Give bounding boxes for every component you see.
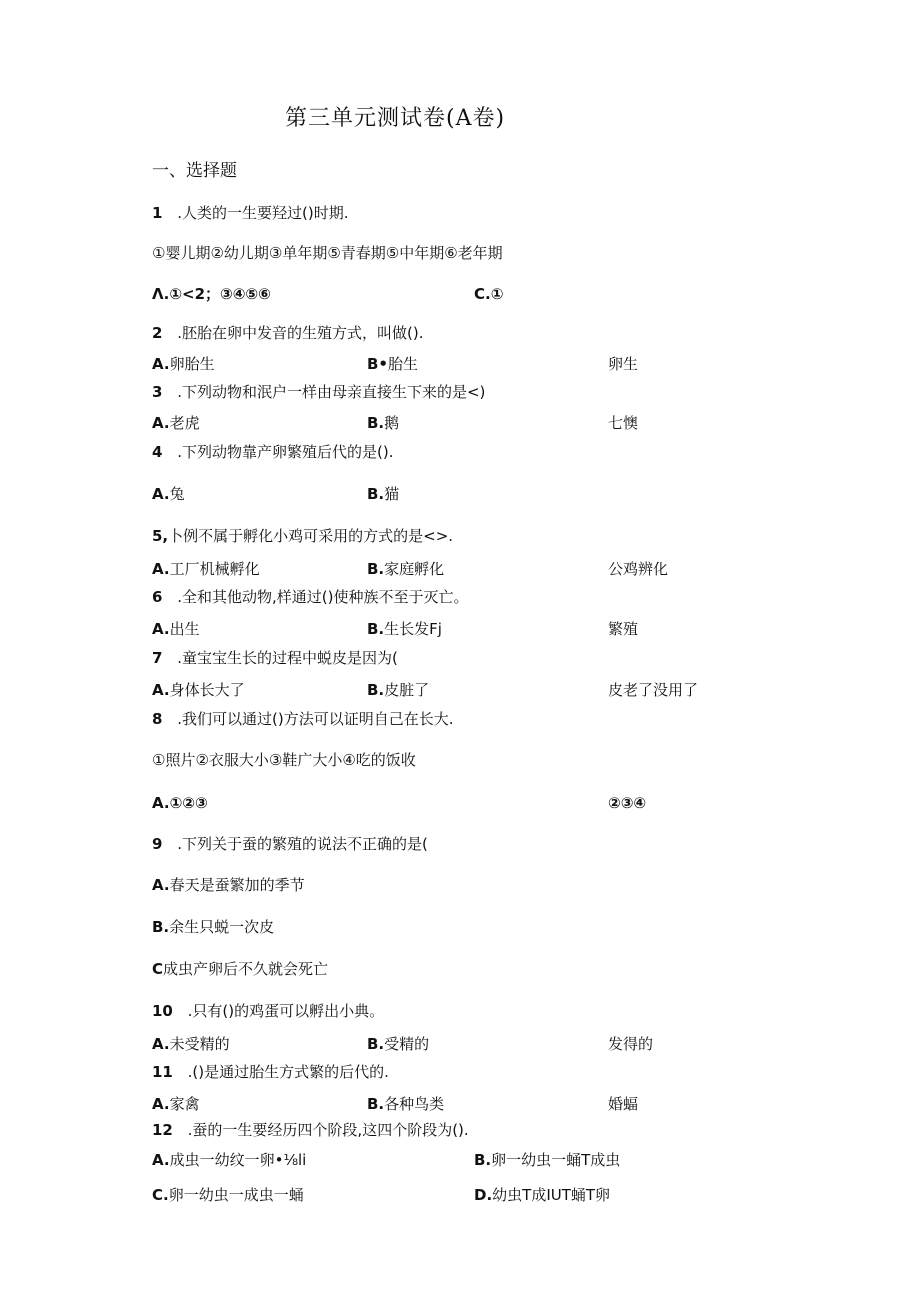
section-heading: 一、选择题 bbox=[152, 161, 237, 181]
question-4 bbox=[152, 443, 393, 461]
question-number: 11 bbox=[152, 1063, 173, 1081]
question-text: .全和其他动物,样通过()使种族不至于灭亡。 bbox=[177, 588, 469, 606]
option: B.各种鸟类 bbox=[367, 1095, 445, 1113]
question-text: .下列关于蚕的繁殖的说法不正确的是( bbox=[177, 835, 428, 853]
question-8 bbox=[152, 710, 453, 728]
question-text: .我们可以通过()方法可以证明自己在长大. bbox=[177, 710, 454, 728]
option: B.鹅 bbox=[367, 414, 400, 432]
option: A.老虎 bbox=[152, 414, 200, 432]
question-6 bbox=[152, 588, 468, 606]
question-number: 9 bbox=[152, 835, 163, 853]
question-number: 2 bbox=[152, 324, 163, 342]
question-7 bbox=[152, 649, 398, 667]
question-10 bbox=[152, 1002, 384, 1020]
question-number: 4 bbox=[152, 443, 163, 461]
option: 发得的 bbox=[608, 1035, 654, 1053]
option: B.家庭孵化 bbox=[367, 560, 445, 578]
option: 皮老了没用了 bbox=[608, 681, 699, 699]
option: ②③④ bbox=[608, 794, 647, 812]
question-text: .蚕的一生要经历四个阶段,这四个阶段为(). bbox=[187, 1121, 469, 1139]
question-number: 3 bbox=[152, 383, 163, 401]
question-number: 6 bbox=[152, 588, 163, 606]
option: A.①②③ bbox=[152, 794, 208, 812]
question-text: .下列动物靠产卵繁殖后代的是(). bbox=[177, 443, 394, 461]
question-text: .下列动物和泯户一样由母亲直接生下来的是<) bbox=[177, 383, 486, 401]
question-number: 10 bbox=[152, 1002, 173, 1020]
question-text: .人类的一生要羟过()时期. bbox=[177, 204, 349, 222]
option: B.余生只蜕一次皮 bbox=[152, 918, 275, 936]
option: A.工厂机械孵化 bbox=[152, 560, 260, 578]
option: D.幼虫T成IUT蛹T卵 bbox=[474, 1186, 611, 1204]
option: A.兔 bbox=[152, 485, 185, 503]
option: C成虫产卵后不久就会死亡 bbox=[152, 960, 329, 978]
option: 卵生 bbox=[608, 355, 639, 373]
question-text: .只有()的鸡蛋可以孵出小典。 bbox=[187, 1002, 385, 1020]
question-text: 卜例不属于孵化小鸡可采用的方式的是<>. bbox=[168, 527, 454, 545]
option: A.身体长大了 bbox=[152, 681, 245, 699]
question-2 bbox=[152, 324, 423, 342]
option: A.家禽 bbox=[152, 1095, 200, 1113]
question-9 bbox=[152, 835, 428, 853]
option: Λ.①<2；③④⑤⑥ bbox=[152, 285, 271, 303]
option: A.卵胎生 bbox=[152, 355, 215, 373]
question-text: .()是通过胎生方式繁的后代的. bbox=[187, 1063, 389, 1081]
question-1-items: ①婴儿期②幼儿期③单年期⑤青春期⑤中年期⑥老年期 bbox=[152, 244, 503, 262]
question-text: .童宝宝生长的过程中蜕皮是因为( bbox=[177, 649, 398, 667]
option: C.卵一幼虫一成虫一蛹 bbox=[152, 1186, 304, 1204]
option: A.未受精的 bbox=[152, 1035, 230, 1053]
question-number: 12 bbox=[152, 1121, 173, 1139]
option: 公鸡辨化 bbox=[608, 560, 669, 578]
question-12 bbox=[152, 1121, 469, 1139]
question-3 bbox=[152, 383, 485, 401]
option: 繁殖 bbox=[608, 620, 639, 638]
option: A.春天是蚕繁加的季节 bbox=[152, 876, 305, 894]
option: B•胎生 bbox=[367, 355, 419, 373]
question-text: .胚胎在卵中发音的生殖方式，叫做(). bbox=[177, 324, 424, 342]
option: B.皮脏了 bbox=[367, 681, 430, 699]
question-8-items: ①照片②衣服大小③鞋广大小④吃的饭收 bbox=[152, 751, 416, 769]
option: C.① bbox=[474, 285, 504, 303]
option: A.成虫一幼纹一卵•⅛li bbox=[152, 1151, 307, 1169]
question-number: 1 bbox=[152, 204, 163, 222]
question-5 bbox=[152, 527, 453, 545]
question-number: 8 bbox=[152, 710, 163, 728]
page-title: 第三单元测试卷(A卷) bbox=[285, 106, 506, 131]
question-11 bbox=[152, 1063, 389, 1081]
option: 婚蝠 bbox=[608, 1095, 639, 1113]
option: B.受精的 bbox=[367, 1035, 430, 1053]
option: B.生长发Fj bbox=[367, 620, 442, 638]
option: B.猫 bbox=[367, 485, 400, 503]
option: 七懊 bbox=[608, 414, 639, 432]
question-number: 7 bbox=[152, 649, 163, 667]
question-number: 5, bbox=[152, 527, 169, 545]
question-1 bbox=[152, 204, 348, 222]
option: A.出生 bbox=[152, 620, 200, 638]
option: B.卵一幼虫一蛹T成虫 bbox=[474, 1151, 621, 1169]
